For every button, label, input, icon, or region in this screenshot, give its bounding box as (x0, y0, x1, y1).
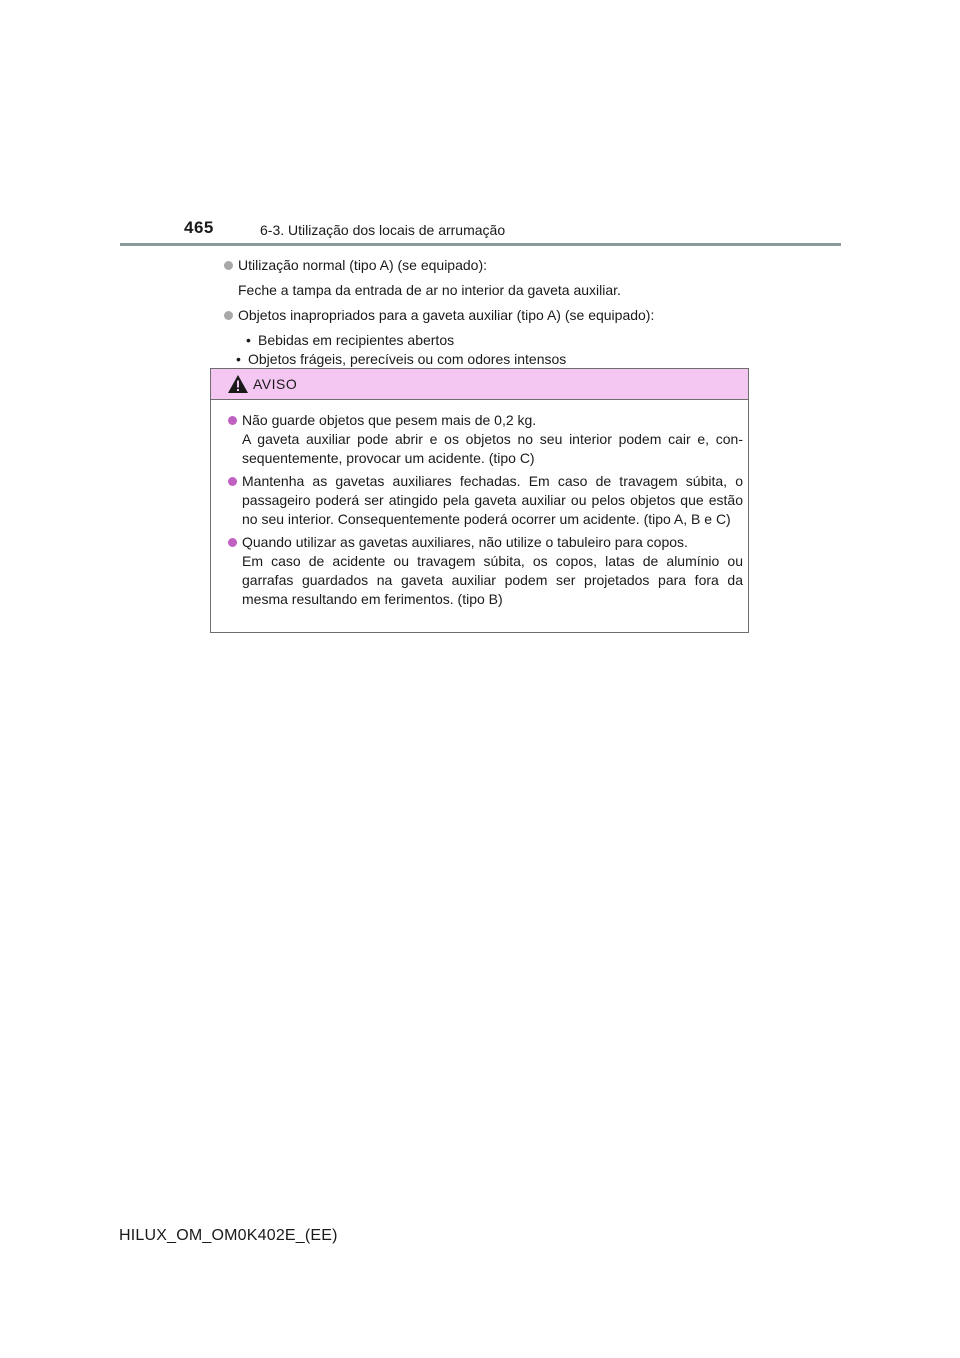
bullet-item-title: Objetos inapropriados para a gaveta auxiliar (tipo A) (se equipado): (238, 307, 655, 323)
sub-bullet-icon: • (236, 351, 241, 367)
bullet-dot-icon (228, 477, 237, 486)
sub-item-text: Bebidas em recipientes abertos (258, 332, 455, 348)
warning-item-text: Mantenha as gavetas auxiliares fechadas. Em caso de travagem súbita, o passageiro poderá ser atingido pela gaveta auxiliar ou pelos objetos que estão no seu interior. Consequentemente poderá ocorrer um acidente. (tipo A, B e C) (242, 473, 743, 527)
main-content (224, 256, 764, 369)
bullet-dot-icon (224, 261, 233, 270)
warning-header (211, 369, 748, 400)
warning-item-text: A gaveta auxiliar pode abrir e os objetos no seu interior podem cair e, con-sequentemente, provocar um acidente. (tipo C) (242, 431, 743, 466)
sub-bullet-icon: • (246, 332, 251, 348)
warning-box (210, 368, 749, 633)
bullet-item-text: Feche a tampa da entrada de ar no interior da gaveta auxiliar. (238, 282, 621, 298)
bullet-dot-icon (228, 538, 237, 547)
sub-item (224, 350, 764, 369)
warning-body (228, 411, 743, 613)
sub-item-text: Objetos frágeis, perecíveis ou com odores intensos (248, 351, 567, 367)
page-number: 465 (184, 218, 214, 237)
warning-item (228, 533, 743, 609)
warning-item-line1: Quando utilizar as gavetas auxiliares, não utilize o tabuleiro para copos. (242, 534, 688, 550)
bullet-dot-icon (224, 311, 233, 320)
bullet-dot-icon (228, 416, 237, 425)
sub-item (224, 331, 764, 350)
warning-triangle-icon (227, 374, 249, 394)
warning-item (228, 472, 743, 529)
warning-item-text: Em caso de acidente ou travagem súbita, os copos, latas de alumínio ou garrafas guardados na gaveta auxiliar podem ser projetados para fora da mesma resultando em ferimentos. (tipo B) (242, 553, 743, 607)
warning-title: AVISO (253, 376, 298, 392)
section-title: 6-3. Utilização dos locais de arrumação (260, 222, 506, 238)
warning-item (228, 411, 743, 468)
warning-item-line1: Não guarde objetos que pesem mais de 0,2 kg. (242, 412, 537, 428)
bullet-item-title: Utilização normal (tipo A) (se equipado): (238, 257, 488, 273)
footer-doc-code: HILUX_OM_OM0K402E_(EE) (119, 1227, 338, 1244)
header-rule (120, 243, 841, 246)
bullet-item-normal-use (224, 256, 764, 275)
bullet-item-inappropriate-objects (224, 306, 764, 325)
